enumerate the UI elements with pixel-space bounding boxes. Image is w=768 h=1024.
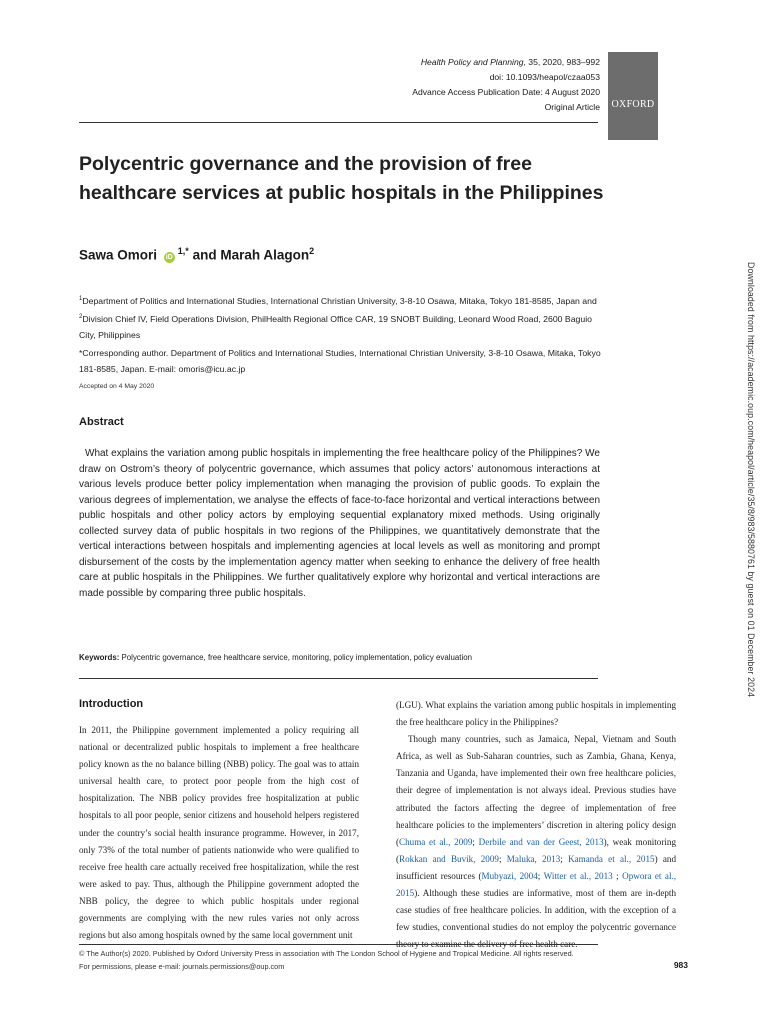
footer-rule bbox=[79, 944, 598, 945]
introduction-heading: Introduction bbox=[79, 698, 144, 710]
intro-text: ) and insufficient resources ( bbox=[396, 853, 676, 881]
journal-name: Health Policy and Planning bbox=[420, 57, 524, 67]
logo-text: OXFORD bbox=[611, 99, 655, 110]
intro-text: ; bbox=[537, 870, 544, 881]
copyright-notice: © The Author(s) 2020. Published by Oxford University Press in association with The London School of Hygiene and Tropical Medicine. All rights reserved. bbox=[79, 949, 574, 958]
citation-link[interactable]: Maluka, 2013 bbox=[506, 853, 561, 864]
author-2[interactable]: Marah Alagon bbox=[220, 247, 310, 263]
permissions-notice: For permissions, please e-mail: journals.permissions@oup.com bbox=[79, 962, 285, 971]
journal-citation: , 35, 2020, 983–992 bbox=[523, 57, 600, 67]
author-1[interactable]: Sawa Omori bbox=[79, 247, 158, 263]
intro-left-column: In 2011, the Philippine government implemented a policy requiring all national or decentralized public hospitals to implement a free healthcare policy known as the no balance billing (NBB) policy. The goal was to attain universal health care, to protect poor people from the high cost of hospitalization. The NBB policy provides free hospitalization at public hospitals to all poor people, senior citizens and household helpers registered under the country’s social health insurance programme. However, in 2017, only 73% of the total number of patients nationwide who were qualified to receive free health care actually received free hospitalization, while the rest were asked to pay. Thus, although the Philippine government adopted the NBB policy, the degree to which public hospitals under regional governments are complying with the new rules varies not only across regions but also among hospitals owned by the same local government unit bbox=[79, 725, 359, 941]
header-rule bbox=[79, 122, 598, 123]
affil-text-2: Division Chief IV, Field Operations Division, PhilHealth Regional Office CAR, 19 SNOBT Building, Leonard Wood Road, 2600 Baguio City, Philippines bbox=[79, 313, 592, 340]
intro-text: ). Although these studies are informative, most of them are in-depth case studies of free healthcare policies. In addition, with the exception of a few studies, conventional studies do not employ the polycentric governance bbox=[396, 888, 676, 933]
advance-access-date: Advance Access Publication Date: 4 August 2020 bbox=[412, 87, 600, 97]
abstract-body: What explains the variation among public hospitals in implementing the free healthcare policy of the Philippines? We draw on Ostrom’s theory of polycentric governance, which assumes that policy actors’ autonomous interactions at various levels produce better policy implementation when managing the provision of public goods. To explain the various degrees of implementation, we analyse the effects of face-to-face horizontal and vertical interactions between public hospitals and other policy actors by employing sequential explanatory mixed methods. Using originally collected survey data of public hospitals in two regions of the Philippines, we quantitatively demonstrate that the vertical interactions between hospitals and implementing agencies at local levels as well as monitoring and prompt disbursement of the costs by the implementation agency matter when seeking to enhance the delivery of free health care at public hospitals in the Philippines. We further qualitatively explore why horizontal and vertical interactions are made possible by comparing three public hospitals. bbox=[79, 448, 600, 599]
intro-text: Though many countries, such as Jamaica, Nepal, Vietnam and South Africa, as well as Sub-Saharan countries, such as Zambia, Ghana, Kenya, Tanzania and Uganda, have implemented their own free healthcare policies, their degree of implementation is not always ideal. Previous studies have attributed the factors affecting the degree of implementation of free healthcare policies to the implementers’ discretion in altering policy design ( bbox=[396, 734, 676, 847]
author-2-affiliation: 2 bbox=[309, 246, 315, 256]
page-number: 983 bbox=[673, 960, 688, 970]
citation-link[interactable]: Chuma et al., 2009 bbox=[399, 836, 473, 847]
abstract-heading: Abstract bbox=[79, 416, 124, 428]
citation-link[interactable]: Witter et al., 2013 bbox=[543, 870, 613, 881]
author-1-affiliation: 1,* bbox=[177, 246, 189, 256]
keywords-label: Keywords: bbox=[79, 653, 120, 662]
affil-sup-2: 2 bbox=[79, 313, 83, 320]
citation-link[interactable]: Derbile and van der Geest, 2013 bbox=[478, 836, 604, 847]
intro-text: ), weak monitoring ( bbox=[396, 836, 676, 864]
affil-text-1: Department of Politics and International Studies, International Christian University, 3-8-10 Osawa, Mitaka, Tokyo 181-8585, Japan and bbox=[82, 295, 597, 306]
author-conjunction: and bbox=[188, 247, 221, 263]
article-title: Polycentric governance and the provision of free healthcare services at public hospitals in the Philippines bbox=[79, 153, 604, 204]
affiliations bbox=[79, 291, 601, 343]
citation-link[interactable]: Opwora et al., 2015 bbox=[396, 870, 677, 899]
author-line bbox=[79, 246, 314, 263]
corresponding-author: *Corresponding author. Department of Politics and International Studies, International Christian University, 3-8-10 Osawa, Mitaka, Tokyo 181-8585, Japan. E-mail: omoris@icu.ac.jp bbox=[79, 348, 601, 374]
keywords bbox=[79, 653, 609, 662]
accepted-date: Accepted on 4 May 2020 bbox=[79, 383, 155, 390]
intro-right-paragraph-2 bbox=[396, 731, 676, 953]
section-rule bbox=[79, 678, 598, 679]
intro-right-paragraph-1: (LGU). What explains the variation among public hospitals in implementing the free healthcare policy in the Philippines? bbox=[396, 700, 676, 728]
oxford-logo bbox=[608, 52, 658, 140]
intro-text: ; bbox=[612, 870, 623, 881]
doi[interactable]: doi: 10.1093/heapol/czaa053 bbox=[489, 72, 600, 82]
intro-right-column bbox=[396, 697, 676, 953]
citation-link[interactable]: Mubyazi, 2004 bbox=[481, 870, 538, 881]
download-note-text: Downloaded from https://academic.oup.com/heapol/article/35/8/983/5880761 by guest on 01 December 2024 bbox=[746, 262, 756, 698]
download-note bbox=[744, 262, 756, 782]
intro-text: ; bbox=[560, 853, 569, 864]
keywords-text: Polycentric governance, free healthcare service, monitoring, policy implementation, policy evaluation bbox=[119, 653, 472, 662]
affil-sup-1: 1 bbox=[79, 296, 83, 302]
orcid-icon[interactable]: iD bbox=[165, 253, 173, 261]
intro-text: ; bbox=[498, 853, 507, 864]
citation-link[interactable]: Kamanda et al., 2015 bbox=[568, 853, 655, 864]
citation-link[interactable]: Rokkan and Buvik, 2009 bbox=[399, 853, 499, 864]
intro-text: ; bbox=[472, 836, 479, 847]
article-type: Original Article bbox=[544, 102, 600, 112]
journal-header bbox=[280, 55, 600, 115]
